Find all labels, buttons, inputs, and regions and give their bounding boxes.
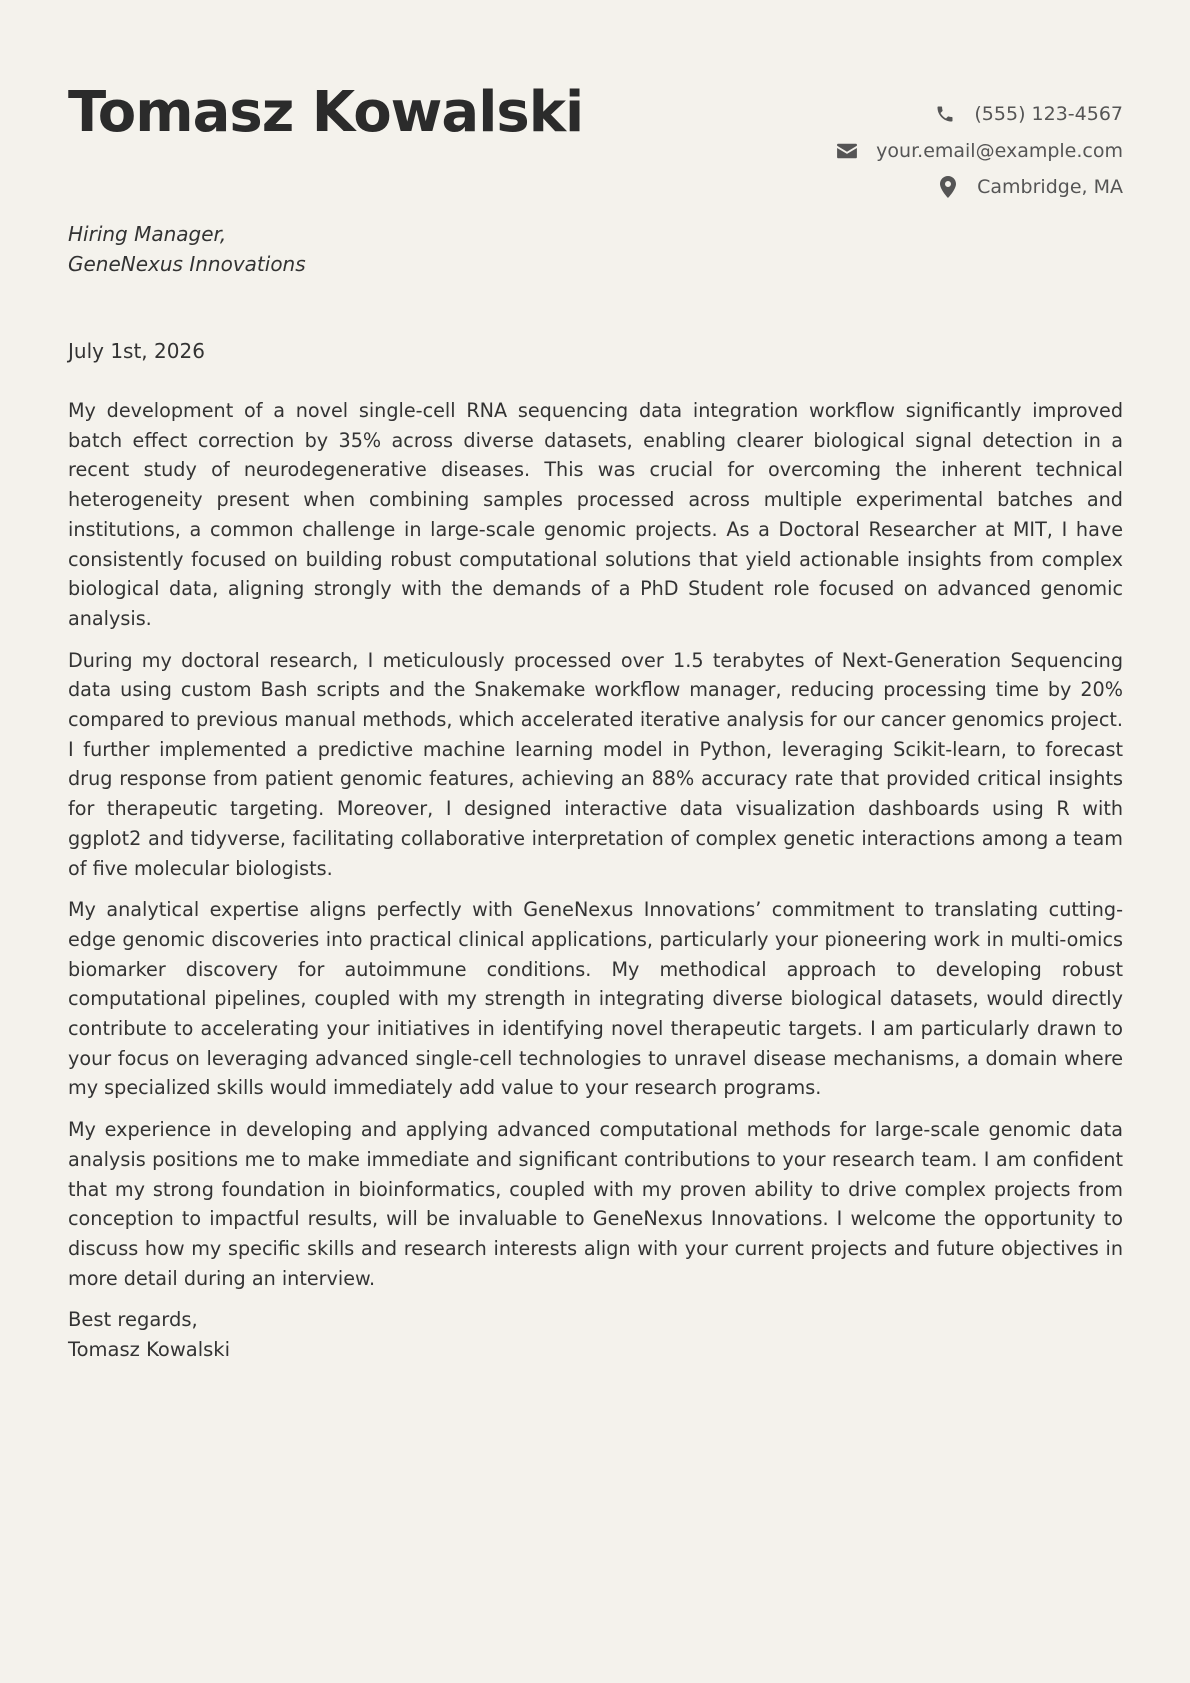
- recipient-company: GeneNexus Innovations: [68, 252, 306, 276]
- letter-date: July 1st, 2026: [68, 339, 205, 363]
- recipient-block: [68, 219, 306, 279]
- contact-block: [703, 96, 1123, 206]
- closing-block: [68, 1305, 1123, 1365]
- contact-phone: [703, 96, 1123, 133]
- closing-salutation: Best regards,: [68, 1308, 198, 1332]
- contact-email: [703, 133, 1123, 170]
- contact-location-text: Cambridge, MA: [977, 176, 1123, 199]
- body-paragraph: During my doctoral research, I meticulously processed over 1.5 terabytes of Next-Generation Sequencing data using custom Bash scripts and the Snakemake workflow manager, reducing processing time by 20% compared to previous manual methods, which accelerated iterative analysis for our cancer genomics project. I further implemented a predictive machine learning model in Python, leveraging Scikit-learn, to forecast drug response from patient genomic features, achieving an 88% accuracy rate that provided critical insights for therapeutic targeting. Moreover, I designed interactive data visualization dashboards using R with ggplot2 and tidyverse, facilitating collaborative interpretation of complex genetic interactions among a team of five molecular biologists.: [68, 648, 1123, 880]
- body-paragraph: My analytical expertise aligns perfectly with GeneNexus Innovations’ commitment to translating cutting-edge genomic discoveries into practical clinical applications, particularly your pioneering work in multi-omics biomarker discovery for autoimmune conditions. My methodical approach to developing robust computational pipelines, coupled with my strength in integrating diverse biological datasets, would directly contribute to accelerating your initiatives in identifying novel therapeutic targets. I am particularly drawn to your focus on leveraging advanced single-cell technologies to unravel disease mechanisms, a domain where my specialized skills would immediately add value to your research programs.: [68, 898, 1123, 1100]
- envelope-icon: [836, 140, 858, 162]
- letter-body: [68, 396, 1123, 1365]
- phone-icon: [934, 103, 956, 125]
- applicant-name: Tomasz Kowalski: [68, 80, 584, 145]
- contact-location: [703, 169, 1123, 206]
- contact-phone-text: (555) 123-4567: [974, 103, 1123, 126]
- body-paragraph: My experience in developing and applying advanced computational methods for large-scale genomic data analysis positions me to make immediate and significant contributions to your research team. I am confident that my strong foundation in bioinformatics, coupled with my proven ability to drive complex projects from conception to impactful results, will be invaluable to GeneNexus Innovations. I welcome the opportunity to discuss how my specific skills and research interests align with your current projects and future objectives in more detail during an interview.: [68, 1118, 1123, 1290]
- body-paragraph: My development of a novel single-cell RNA sequencing data integration workflow significantly improved batch effect correction by 35% across diverse datasets, enabling clearer biological signal detection in a recent study of neurodegenerative diseases. This was crucial for overcoming the inherent technical heterogeneity present when combining samples processed across multiple experimental batches and institutions, a common challenge in large-scale genomic projects. As a Doctoral Researcher at MIT, I have consistently focused on building robust computational solutions that yield actionable insights from complex biological data, aligning strongly with the demands of a PhD Student role focused on advanced genomic analysis.: [68, 399, 1123, 630]
- recipient-title: Hiring Manager,: [68, 222, 227, 246]
- map-pin-icon: [937, 176, 959, 198]
- closing-signature: Tomasz Kowalski: [68, 1338, 230, 1362]
- contact-email-text: your.email@example.com: [876, 139, 1123, 162]
